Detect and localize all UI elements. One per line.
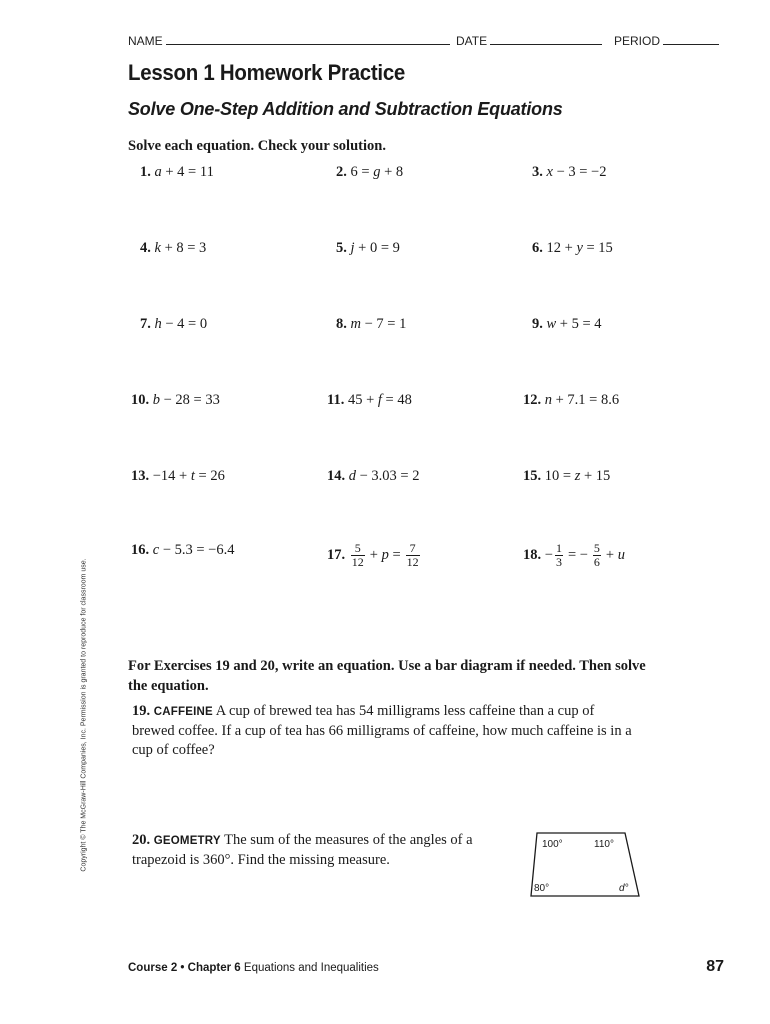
exercise-1 — [140, 164, 214, 181]
lesson-subtitle: Solve One-Step Addition and Subtraction Equations — [128, 99, 563, 119]
exercise-5 — [336, 240, 400, 257]
exercise-number: 16. — [131, 542, 150, 558]
fraction-denominator: 12 — [351, 555, 364, 569]
exercise-equation: a + 4 = 11 — [154, 164, 214, 180]
date-line[interactable] — [490, 34, 602, 45]
exercise-equation: d − 3.03 = 2 — [348, 468, 420, 484]
exercise-14 — [327, 468, 419, 485]
angle-bottom-left-label: 80° — [534, 883, 550, 894]
equation-middle: = − — [567, 546, 588, 563]
exercise-17 — [327, 542, 422, 569]
exercise-equation: 6 = g + 8 — [350, 164, 404, 180]
exercise-number: 11. — [327, 392, 345, 408]
exercise-number: 10. — [131, 392, 150, 408]
exercise-number: 12. — [523, 392, 542, 408]
footer-course: Course 2 — [128, 962, 178, 974]
exercise-4 — [140, 240, 206, 257]
exercise-equation: m − 7 = 1 — [350, 316, 407, 332]
problem-19 — [132, 702, 632, 760]
equation-middle: + p = — [369, 546, 401, 563]
exercise-9 — [532, 316, 602, 333]
name-line[interactable] — [166, 34, 450, 45]
fraction-1 — [555, 542, 563, 569]
exercise-number: 3. — [532, 164, 543, 180]
exercise-6 — [532, 240, 613, 257]
exercise-equation: c − 5.3 = −6.4 — [152, 542, 235, 558]
trapezoid-figure — [525, 828, 645, 900]
exercise-equation: −14 + t = 26 — [152, 468, 225, 484]
exercise-number: 17. — [327, 546, 346, 563]
exercise-15 — [523, 468, 610, 485]
name-field[interactable] — [128, 34, 450, 48]
date-field[interactable] — [456, 34, 602, 48]
equation-sign: − — [544, 546, 553, 563]
exercise-equation: j + 0 = 9 — [350, 240, 400, 256]
section-instructions: For Exercises 19 and 20, write an equation. Use a bar diagram if needed. Then solve the equation. — [128, 658, 646, 694]
exercise-number: 9. — [532, 316, 543, 332]
footer-chapter-title: Equations and Inequalities — [243, 962, 379, 974]
fraction-numerator: 7 — [406, 542, 420, 556]
footer-chapter: Chapter 6 — [187, 962, 241, 974]
problem-19-tag: CAFFEINE — [153, 706, 213, 718]
angle-bottom-right-label: d° — [619, 883, 629, 894]
exercise-number: 5. — [336, 240, 347, 256]
exercise-16 — [131, 542, 234, 559]
name-label: NAME — [128, 34, 163, 48]
lesson-title: Lesson 1 Homework Practice — [128, 60, 406, 85]
exercise-3 — [532, 164, 606, 181]
period-field[interactable] — [614, 34, 719, 48]
exercise-number: 15. — [523, 468, 542, 484]
exercise-number: 1. — [140, 164, 151, 180]
exercise-13 — [131, 468, 225, 485]
fraction-2 — [406, 542, 420, 569]
fraction-1 — [351, 542, 365, 569]
date-label: DATE — [456, 34, 488, 48]
exercise-number: 14. — [327, 468, 346, 484]
exercise-number: 7. — [140, 316, 151, 332]
exercise-equation: 10 = z + 15 — [544, 468, 611, 484]
exercise-equation: k + 8 = 3 — [154, 240, 207, 256]
period-label: PERIOD — [614, 34, 661, 48]
fraction-denominator: 3 — [555, 555, 562, 569]
copyright-notice: Copyright © The McGraw-Hill Companies, Inc. Permission is granted to reproduce for classroom use. — [80, 558, 88, 872]
exercise-number: 8. — [336, 316, 347, 332]
page-number: 87 — [706, 958, 724, 975]
equation-tail: + u — [605, 546, 625, 563]
problem-19-number: 19. — [132, 703, 151, 719]
exercise-8 — [336, 316, 406, 333]
exercise-equation: 12 + y = 15 — [546, 240, 613, 256]
footer — [128, 962, 379, 974]
footer-bullet: • — [180, 962, 185, 974]
exercise-number: 2. — [336, 164, 347, 180]
instructions: Solve each equation. Check your solution. — [128, 138, 386, 154]
fraction-2 — [593, 542, 601, 569]
exercise-equation: w + 5 = 4 — [546, 316, 602, 332]
problem-20-number: 20. — [132, 832, 151, 848]
fraction-denominator: 6 — [593, 555, 600, 569]
exercise-18 — [523, 542, 625, 569]
period-line[interactable] — [663, 34, 719, 45]
exercise-equation: 45 + f = 48 — [347, 392, 412, 408]
exercise-12 — [523, 392, 619, 409]
exercise-equation: n + 7.1 = 8.6 — [544, 392, 620, 408]
angle-top-left-label: 100° — [542, 839, 563, 850]
exercise-number: 4. — [140, 240, 151, 256]
exercise-equation: x − 3 = −2 — [546, 164, 607, 180]
exercise-equation: b − 28 = 33 — [152, 392, 220, 408]
problem-20 — [132, 831, 512, 870]
exercise-7 — [140, 316, 207, 333]
exercise-equation: h − 4 = 0 — [154, 316, 208, 332]
fraction-numerator: 5 — [351, 542, 365, 556]
fraction-denominator: 12 — [406, 555, 419, 569]
problem-20-tag: GEOMETRY — [153, 835, 221, 847]
angle-top-right-label: 110° — [594, 839, 614, 850]
exercise-2 — [336, 164, 403, 181]
fraction-numerator: 1 — [555, 541, 562, 555]
exercise-number: 13. — [131, 468, 150, 484]
problem-20-text: The sum of the measures of the angles of a trapezoid is 360°. Find the missing measure. — [132, 832, 473, 868]
exercise-number: 18. — [523, 546, 542, 563]
exercise-number: 6. — [532, 240, 543, 256]
problem-19-text: A cup of brewed tea has 54 milligrams less caffeine than a cup of brewed coffee. If a cup of tea has 66 milligrams of caffeine, how much caffeine is in a cup of coffee? — [132, 703, 632, 758]
exercise-11 — [327, 392, 412, 409]
fraction-numerator: 5 — [593, 541, 600, 555]
exercise-10 — [131, 392, 220, 409]
